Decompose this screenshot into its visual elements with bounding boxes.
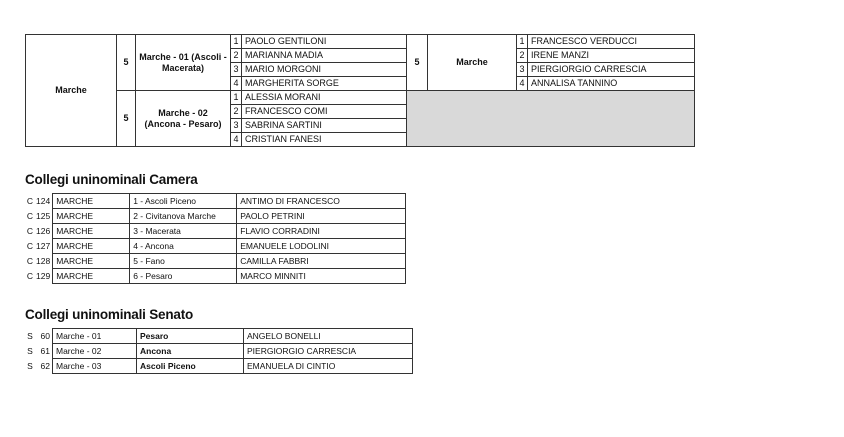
- table-row: [26, 91, 695, 105]
- region-cell: MARCHE: [53, 239, 130, 254]
- table-row: [25, 269, 406, 284]
- plurinominali-table: [25, 34, 695, 147]
- collegio-cell: Ascoli Piceno: [137, 359, 244, 374]
- candidate-name: ANNALISA TANNINO: [528, 77, 695, 91]
- chamber-code: C: [26, 211, 34, 221]
- collegio-cell: Pesaro: [137, 329, 244, 344]
- senato-seats-cell: 5: [407, 35, 428, 91]
- seats-cell: 5: [117, 91, 136, 147]
- collegio-number: 127: [36, 241, 51, 251]
- candidate-name: MARCO MINNITI: [237, 269, 406, 284]
- collegio-number: 62: [40, 361, 50, 371]
- region-cell: MARCHE: [53, 194, 130, 209]
- candidate-name: EMANUELE LODOLINI: [237, 239, 406, 254]
- candidate-number: 4: [231, 77, 242, 91]
- collegio-cell: 5 - Fano: [130, 254, 237, 269]
- collegio-cell: 1 - Ascoli Piceno: [130, 194, 237, 209]
- chamber-code: S: [27, 331, 33, 341]
- candidate-name: MARIO MORGONI: [242, 63, 407, 77]
- table-row: [25, 209, 406, 224]
- candidate-name: IRENE MANZI: [528, 49, 695, 63]
- collegio-number: 128: [36, 256, 51, 266]
- collegio-number: 124: [36, 196, 51, 206]
- chamber-code: C: [26, 271, 34, 281]
- collegio-cell: Ancona: [137, 344, 244, 359]
- candidate-number: 2: [231, 49, 242, 63]
- chamber-code: C: [26, 256, 34, 266]
- collegio-number: 61: [40, 346, 50, 356]
- table-row: [25, 344, 413, 359]
- candidate-number: 3: [517, 63, 528, 77]
- seats-cell: 5: [117, 35, 136, 91]
- chamber-code: C: [26, 226, 34, 236]
- camera-table: [25, 193, 406, 284]
- candidate-name: PIERGIORGIO CARRESCIA: [528, 63, 695, 77]
- candidate-name: CAMILLA FABBRI: [237, 254, 406, 269]
- table-row: [25, 359, 413, 374]
- region-cell: MARCHE: [53, 224, 130, 239]
- camera-heading: Collegi uninominali Camera: [25, 172, 198, 187]
- collegio-cell: Marche - 02 (Ancona - Pesaro): [136, 91, 231, 147]
- candidate-number: 4: [517, 77, 528, 91]
- chamber-code: C: [26, 196, 34, 206]
- candidate-number: 2: [231, 105, 242, 119]
- collegio-code: Marche - 03: [53, 359, 137, 374]
- collegio-number: 129: [36, 271, 51, 281]
- table-row: [25, 224, 406, 239]
- chamber-code: S: [27, 361, 33, 371]
- table-row: [26, 35, 695, 49]
- candidate-name: CRISTIAN FANESI: [242, 133, 407, 147]
- collegio-cell: 4 - Ancona: [130, 239, 237, 254]
- candidate-name: MARIANNA MADIA: [242, 49, 407, 63]
- candidate-name: ALESSIA MORANI: [242, 91, 407, 105]
- collegio-cell: 2 - Civitanova Marche: [130, 209, 237, 224]
- candidate-number: 1: [517, 35, 528, 49]
- senato-table: [25, 328, 413, 374]
- candidate-name: FLAVIO CORRADINI: [237, 224, 406, 239]
- candidate-number: 3: [231, 119, 242, 133]
- collegio-number: 60: [40, 331, 50, 341]
- candidate-number: 3: [231, 63, 242, 77]
- candidate-number: 4: [231, 133, 242, 147]
- candidate-name: PIERGIORGIO CARRESCIA: [244, 344, 413, 359]
- collegio-code: Marche - 02: [53, 344, 137, 359]
- candidate-name: EMANUELA DI CINTIO: [244, 359, 413, 374]
- region-cell: Marche: [26, 35, 117, 147]
- senato-heading: Collegi uninominali Senato: [25, 307, 194, 322]
- chamber-code: S: [27, 346, 33, 356]
- candidate-name: SABRINA SARTINI: [242, 119, 407, 133]
- chamber-code: C: [26, 241, 34, 251]
- collegio-cell: Marche - 01 (Ascoli - Macerata): [136, 35, 231, 91]
- collegio-number: 126: [36, 226, 51, 236]
- table-row: [25, 329, 413, 344]
- collegio-cell: 3 - Macerata: [130, 224, 237, 239]
- candidate-name: PAOLO PETRINI: [237, 209, 406, 224]
- empty-grey-block: [407, 91, 695, 147]
- table-row: [25, 239, 406, 254]
- region-cell: MARCHE: [53, 254, 130, 269]
- table-row: [25, 194, 406, 209]
- collegio-number: 125: [36, 211, 51, 221]
- region-cell: MARCHE: [53, 269, 130, 284]
- candidate-number: 2: [517, 49, 528, 63]
- collegio-cell: 6 - Pesaro: [130, 269, 237, 284]
- senato-region-cell: Marche: [428, 35, 517, 91]
- collegio-code: Marche - 01: [53, 329, 137, 344]
- candidate-name: FRANCESCO COMI: [242, 105, 407, 119]
- candidate-name: PAOLO GENTILONI: [242, 35, 407, 49]
- candidate-name: MARGHERITA SORGE: [242, 77, 407, 91]
- region-cell: MARCHE: [53, 209, 130, 224]
- table-row: [25, 254, 406, 269]
- candidate-name: FRANCESCO VERDUCCI: [528, 35, 695, 49]
- candidate-name: ANGELO BONELLI: [244, 329, 413, 344]
- candidate-number: 1: [231, 35, 242, 49]
- candidate-name: ANTIMO DI FRANCESCO: [237, 194, 406, 209]
- candidate-number: 1: [231, 91, 242, 105]
